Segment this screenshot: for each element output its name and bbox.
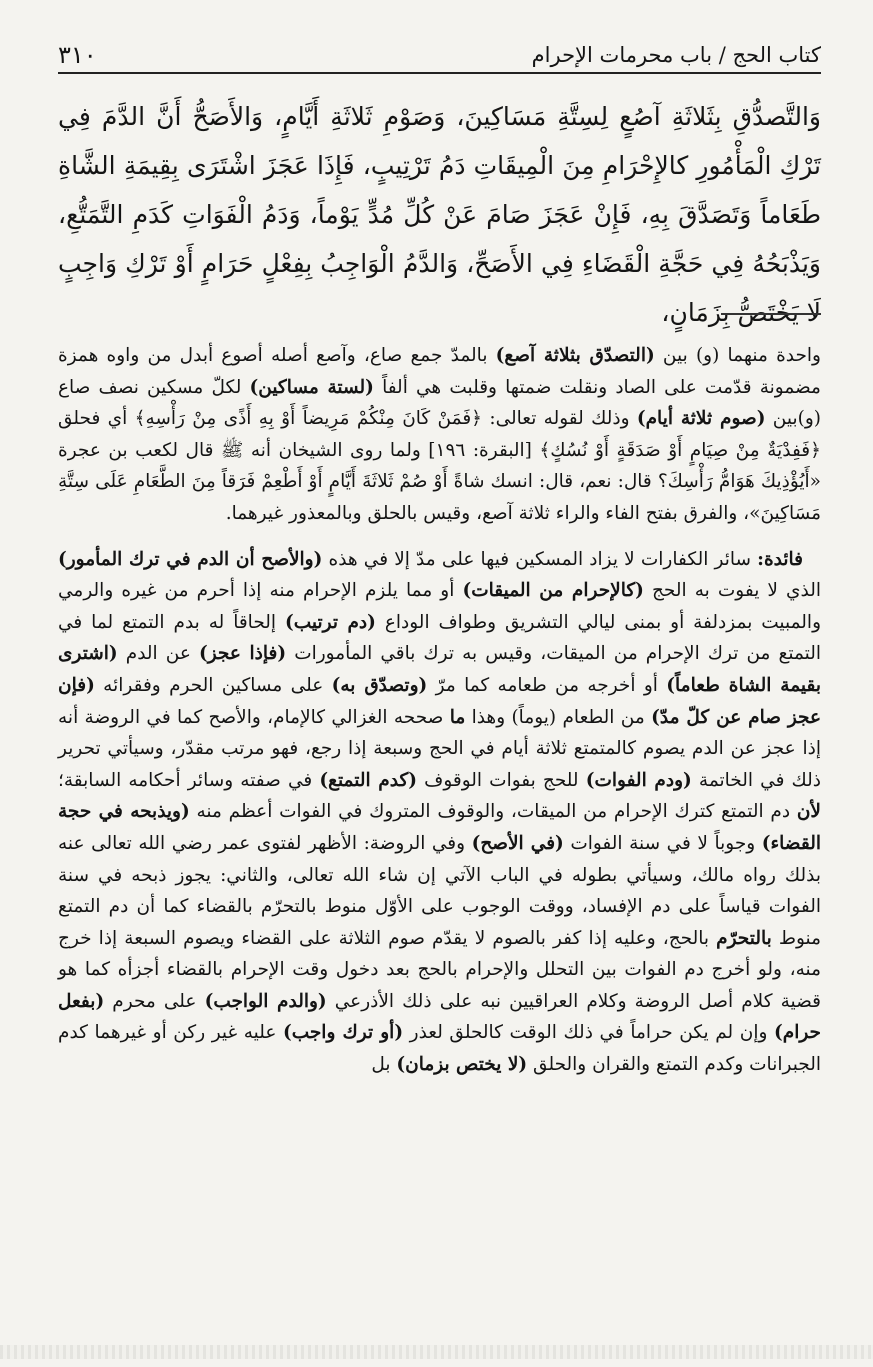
text-run: بالحج، وعليه إذا كفر بالصوم لا يقدّم صوم الثلاثة على القضاء ويصوم السبعة إذا خرج منه، ولو أخرج دم الفوات بين التحلل والإحرام بالحج بعد دخول وقت الإحرام بالقضاء أجزأه كما هو قضية كلام أصل الروضة وكلام العراقيين نبه على ذلك الأذرعي bbox=[58, 927, 821, 1012]
bold-term: فائدة: bbox=[757, 548, 803, 570]
text-run: وإن لم يكن حراماً في ذلك الوقت كالحلق لعذر bbox=[403, 1022, 774, 1044]
chapter-title: كتاب الحج / باب محرمات الإحرام bbox=[531, 43, 821, 67]
bold-term: لأن bbox=[796, 801, 821, 823]
bold-term: (ودم الفوات) bbox=[585, 769, 692, 791]
page-number: ٣١٠ bbox=[58, 41, 97, 69]
text-run: في صفته وسائر أحكامه السابقة؛ bbox=[58, 769, 320, 791]
text-run: من الطعام (يوماً) وهذا bbox=[465, 706, 652, 728]
scan-edge bbox=[0, 1345, 873, 1359]
separator-rule bbox=[721, 313, 821, 315]
bold-term: ما bbox=[449, 706, 466, 728]
bold-term: (والأصح أن الدم في ترك المأمور) bbox=[58, 548, 323, 570]
bold-term: (في الأصح) bbox=[471, 832, 564, 854]
matn-paragraph: وَالتَّصدُّقِ بِثَلاثَةِ آصُعٍ لِسِتَّةِ مَسَاكِينَ، وَصَوْمِ ثَلاثَةِ أَيَّامٍ، وَالأَصَحُّ أَنَّ الدَّمَ فِي تَرْكِ الْمَأْمُورِ كالإِحْرَامِ مِنَ الْمِيقَاتِ دَمُ تَرْتِيبٍ، فَإِذَا عَجَزَ اشْتَرَى بِقِيمَةِ الشَّاةِ طَعَاماً وَتَصَدَّقَ بِهِ، فَإِنْ عَجَزَ صَامَ عَنْ كُلِّ مُدٍّ يَوْماً، وَدَمُ الْفَوَاتِ كَدَمِ التَّمَتُّعِ، وَيَذْبَحُهُ فِي حَجَّةِ الْقَضَاءِ فِي الأَصَحِّ، وَالدَّمُ الْوَاجِبُ بِفِعْلٍ حَرَامٍ أَوْ تَرْكِ وَاجِبٍ لَا يَخْتَصُّ بِزَمَانٍ، bbox=[58, 102, 821, 327]
main-text bbox=[58, 92, 821, 337]
text-run: لكلّ مسكين نصف صاع (و)بين bbox=[58, 376, 821, 430]
text-run: أو أخرجه من طعامه كما مرّ bbox=[427, 674, 667, 696]
bold-term: (والدم الواجب) bbox=[204, 990, 327, 1012]
text-run: للحج بفوات الوقوف bbox=[417, 769, 586, 791]
text-run: وذلك لقوله تعالى: ﴿فَمَنْ كَانَ مِنْكُمْ مَرِيضاً أَوْ بِهِ أَذًى مِنْ رَأْسِهِ﴾ أي فحلق ﴿فَفِدْيَةٌ مِنْ صِيَامٍ أَوْ صَدَقَةٍ أَوْ نُسُكٍ﴾ [البقرة: ١٩٦] ولما روى الشيخان أنه ﷺ قال لكعب بن عجرة «أَيُؤْذِيكَ هَوَامُّ رَأْسِكَ؟ قال: نعم، قال: انسك شاةً أَوْ صُمْ ثَلاثَةَ أَيَّامٍ أَوْ أَطْعِمْ فَرَقاً مِنَ الطَّعَامِ عَلَى سِتَّةِ مَسَاكِينَ»، والفرق بفتح الفاء والراء ثلاثة آصع، وقيس بالحلق وبالمعذور غيرهما. bbox=[58, 408, 821, 524]
bold-term: (كدم التمتع) bbox=[319, 769, 418, 791]
text-run: صححه الغزالي كالإمام، والأصح كما في الروضة أنه إذا عجز عن الدم يصوم كالمتمتع ثلاثة أيام في الحج وسبعة إذا رجع، فهو مرتب مقدّر، وسيأتي تحرير ذلك في الخاتمة bbox=[58, 706, 822, 791]
bold-term: (كالإحرام من الميقات) bbox=[462, 580, 644, 602]
text-run: بالمدّ جمع صاع، وآصع أصله أصوع أبدل من واوه همزة مضمونة قدّمت على الصاد ونقلت ضمتها وقلبت هي ألفاً bbox=[58, 345, 821, 398]
text-run: أو مما يلزم الإحرام منه إذا أحرم من غيره والرمي والمبيت بمزدلفة أو بمنى ليالي التشريق وطواف الوداع bbox=[58, 580, 821, 633]
running-header bbox=[58, 38, 821, 74]
text-run: وفي الروضة: الأظهر لفتوى عمر رضي الله تعالى عنه بذلك رواه مالك، وسيأتي بطوله في الباب الآتي إن شاء الله تعالى، والثاني: يجوز ذبحه في سنة الفوات قياساً على دم الإفساد، ووقت الوجوب على الأوّل منوط بالتحرّم بالقضاء كما أن دم التمتع منوط bbox=[58, 832, 822, 949]
text-run: الذي لا يفوت به الحج bbox=[643, 580, 821, 602]
commentary bbox=[58, 340, 821, 1081]
bold-term: (لستة مساكين) bbox=[249, 376, 374, 398]
commentary-paragraph-1 bbox=[58, 340, 821, 530]
bold-term: (فإذا عجز) bbox=[198, 643, 287, 665]
text-run: دم التمتع كترك الإحرام من الميقات، والوقوف المتروك في الفوات أعظم منه bbox=[189, 801, 797, 823]
bold-term: (صوم ثلاثة أيام) bbox=[636, 408, 766, 430]
text-run: عن الدم bbox=[117, 643, 199, 665]
bold-term: بالتحرّم bbox=[716, 927, 772, 949]
text-run: على محرم bbox=[104, 990, 205, 1012]
bold-term: (دم ترتيب) bbox=[284, 611, 376, 633]
text-run: عليه غير ركن أو غيرهما كدم الجبرانات وكدم التمتع والقران والحلق bbox=[58, 1022, 821, 1076]
bold-term: (أو ترك واجب) bbox=[282, 1022, 404, 1044]
text-run: واحدة منهما (و) بين bbox=[654, 345, 821, 366]
text-run: وجوباً لا في سنة الفوات bbox=[563, 832, 762, 854]
text-run: بل bbox=[371, 1054, 397, 1076]
commentary-paragraph-2 bbox=[58, 544, 821, 1081]
bold-term: (وتصدّق به) bbox=[331, 674, 428, 696]
bold-term: (ويذبحه في حجة القضاء) bbox=[58, 801, 821, 854]
bold-term: (التصدّق بثلاثة آصع) bbox=[495, 345, 655, 366]
text-run: سائر الكفارات لا يزاد المسكين فيها على مدّ إلا في هذه bbox=[322, 548, 758, 570]
text-run: على مساكين الحرم وفقرائه bbox=[94, 674, 332, 696]
text-run: إلحاقاً له بدم التمتع لما في التمتع من ترك الإحرام من الميقات، وقيس به ترك باقي المأمورات bbox=[58, 611, 821, 665]
bold-term: (بفعل حرام) bbox=[58, 990, 821, 1044]
bold-term: (فإن عجز صام عن كلّ مدّ) bbox=[58, 674, 822, 728]
bold-term: (لا يختص بزمان) bbox=[396, 1054, 528, 1076]
bold-term: (اشترى بقيمة الشاة طعاماً) bbox=[58, 643, 821, 696]
